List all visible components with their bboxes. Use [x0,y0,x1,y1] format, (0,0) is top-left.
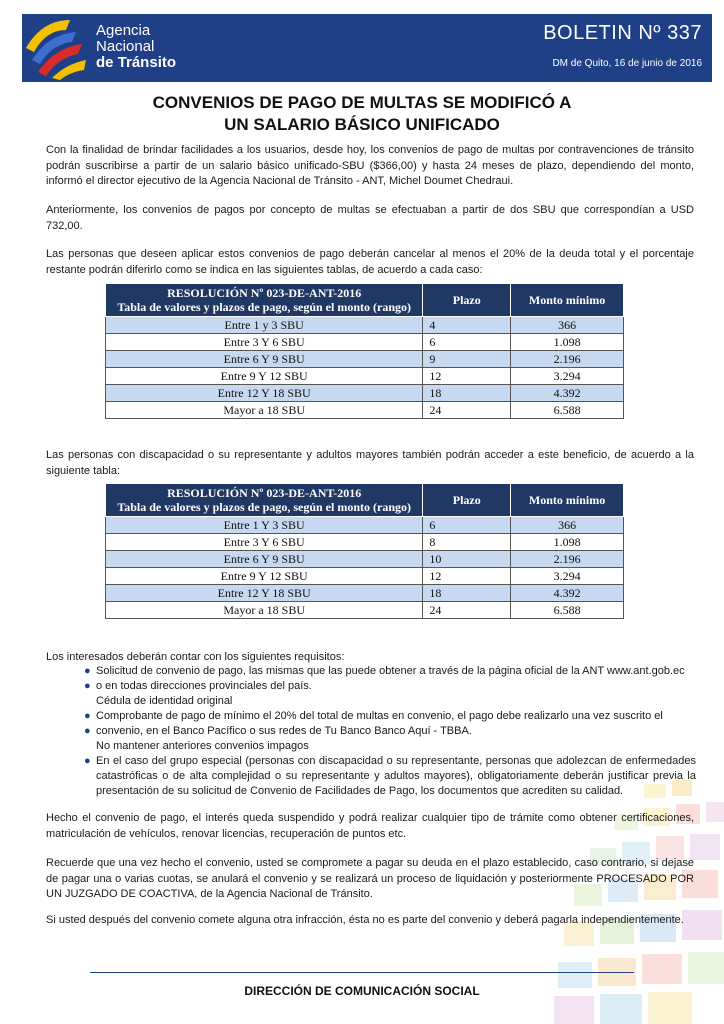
list-item [46,679,696,694]
cell-monto: 4.392 [511,385,624,402]
cell-plazo: 18 [423,385,511,402]
list-item-text: Comprobante de pago de mínimo el 20% del total de multas en convenio, el pago debe realizarlo una vez suscrito el [96,710,663,722]
cell-plazo: 10 [423,551,511,568]
paragraph-other-infractions: Si usted después del convenio comete alguna otra infracción, ésta no es parte del convenio y deberá pagarla independientemente. [46,914,684,926]
table-row [106,551,624,568]
list-item-text: No mantener anteriores convenios impagos [96,740,309,752]
table-header-plazo: Plazo [423,484,511,517]
table-row [106,602,624,619]
footer-divider [90,972,634,973]
table-header-monto: Monto mínimo [511,484,624,517]
list-item [46,754,696,799]
list-item [46,709,696,724]
cell-range: Entre 6 Y 9 SBU [106,551,423,568]
table-special-group [105,483,624,619]
cell-monto: 1.098 [511,334,624,351]
paragraph-intro: Con la finalidad de brindar facilidades a los usuarios, desde hoy, los convenios de pago de multas por contravenciones de tránsito podrán suscribirse a partir de un salario básico unificado-SBU ($366,00) y hasta 24 meses de plazo, dependiendo del monto, informó el director ejecutivo de la Agencia Nacional de Tránsito - ANT, Michel Doumet Chedraui. [46,144,694,187]
cell-range: Entre 6 Y 9 SBU [106,351,423,368]
cell-monto: 2.196 [511,351,624,368]
cell-plazo: 6 [423,517,511,534]
bullet-icon: ● [84,725,91,737]
header-resolution: RESOLUCIÓN Nº 023-DE-ANT-2016 [167,286,362,300]
paragraph-requirements-intro: Los interesados deberán contar con los siguientes requisitos: [46,651,345,663]
table-row [106,368,624,385]
cell-monto: 1.098 [511,534,624,551]
cell-plazo: 4 [423,317,511,334]
table-header-range [106,284,423,317]
cell-monto: 4.392 [511,585,624,602]
header-resolution: RESOLUCIÓN Nº 023-DE-ANT-2016 [167,486,362,500]
bullet-icon: ● [84,755,91,767]
logo-line-3: de Tránsito [96,54,177,71]
cell-monto: 6.588 [511,602,624,619]
requirements-list [46,664,696,799]
list-item [46,694,696,709]
paragraph-commitment: Recuerde que una vez hecho el convenio, usted se compromete a pagar su deuda en el plazo establecido, caso contrario, si dejase de pagar una o varias cuotas, se anulará el convenio y se realizará un proceso de liquidación y posteriormente PROCESADO POR UN JUZGADO DE COACTIVA, de la Agencia Nacional de Tránsito. [46,857,694,900]
table-row [106,385,624,402]
table-row [106,334,624,351]
cell-range: Entre 1 Y 3 SBU [106,517,423,534]
list-item-text: Cédula de identidad original [96,695,233,707]
cell-plazo: 24 [423,602,511,619]
table-header-row [106,284,624,317]
logo-line-1: Agencia [96,22,151,39]
list-item-text: o en todas direcciones provinciales del país. [96,680,312,692]
cell-monto: 3.294 [511,368,624,385]
paragraph-interest: Hecho el convenio de pago, el interés queda suspendido y podrá realizar cualquier tipo de trámite como obtener certificaciones, matriculación de vehículos, renovar licencias, recuperación de puntos etc. [46,812,694,840]
cell-range: Entre 3 Y 6 SBU [106,334,423,351]
title-line-1: CONVENIOS DE PAGO DE MULTAS SE MODIFICÓ A [152,93,572,112]
logo-line-2: Nacional [96,38,155,55]
paragraph-previous: Anteriormente, los convenios de pagos por concepto de multas se efectuaban a partir de dos SBU que correspondían a USD 732,00. [46,204,694,232]
cell-range: Entre 3 Y 6 SBU [106,534,423,551]
cell-monto: 366 [511,517,624,534]
cell-plazo: 8 [423,534,511,551]
bullet-icon: ● [84,665,91,677]
table-row [106,351,624,368]
table-row [106,568,624,585]
table-row [106,534,624,551]
cell-range: Entre 1 y 3 SBU [106,317,423,334]
footer-department: DIRECCIÓN DE COMUNICACIÓN SOCIAL [244,984,480,998]
cell-monto: 3.294 [511,568,624,585]
table-header-monto: Monto mínimo [511,284,624,317]
bulletin-number: BOLETIN Nº 337 [543,22,702,44]
cell-range: Entre 9 Y 12 SBU [106,368,423,385]
cell-range: Entre 12 Y 18 SBU [106,585,423,602]
table-row [106,317,624,334]
table-header-range [106,484,423,517]
cell-range: Mayor a 18 SBU [106,602,423,619]
table-header-plazo: Plazo [423,284,511,317]
list-item [46,739,696,754]
bullet-icon: ● [84,680,91,692]
cell-range: Entre 9 Y 12 SBU [106,568,423,585]
cell-plazo: 24 [423,402,511,419]
cell-plazo: 12 [423,368,511,385]
list-item [46,664,696,679]
table-general [105,283,624,419]
cell-plazo: 9 [423,351,511,368]
list-item-text: convenio, en el Banco Pacífico o sus redes de Tu Banco Banco Aquí - TBBA. [96,725,472,737]
agency-logo-icon [22,14,90,82]
page-title [60,92,664,136]
cell-plazo: 18 [423,585,511,602]
paragraph-disability: Las personas con discapacidad o su representante y adultos mayores también podrán acceder a este beneficio, de acuerdo a la siguiente tabla: [46,449,694,477]
cell-plazo: 12 [423,568,511,585]
bulletin-date: DM de Quito, 16 de junio de 2016 [552,58,702,69]
table-row [106,585,624,602]
cell-plazo: 6 [423,334,511,351]
header-description: Tabla de valores y plazos de pago, según el monto (rango) [117,500,412,514]
paragraph-conditions: Las personas que deseen aplicar estos convenios de pago deberán cancelar al menos el 20% de la deuda total y el porcentaje restante podrán diferirlo como se indica en las siguientes tablas, de acuerdo a cada caso: [46,248,694,276]
cell-range: Mayor a 18 SBU [106,402,423,419]
table-row [106,402,624,419]
cell-monto: 366 [511,317,624,334]
header-description: Tabla de valores y plazos de pago, según el monto (rango) [117,300,412,314]
header-bar [22,14,712,82]
list-item-text: En el caso del grupo especial (personas con discapacidad o su representante, personas que adolezcan de enfermedades catastróficas o de alta complejidad o su representante y adultos mayores), obligatoriamente deberán justificar previa la presentación de su solicitud de Convenio de Facilidades de Pago, los documentos que acrediten su calidad. [96,755,696,797]
table-row [106,517,624,534]
agency-name [96,23,176,71]
list-item-text: Solicitud de convenio de pago, las mismas que las puede obtener a través de la página oficial de la ANT www.ant.gob.ec [96,665,685,677]
cell-monto: 6.588 [511,402,624,419]
cell-monto: 2.196 [511,551,624,568]
table-header-row [106,484,624,517]
list-item [46,724,696,739]
bullet-icon: ● [84,710,91,722]
title-line-2: UN SALARIO BÁSICO UNIFICADO [224,115,500,134]
cell-range: Entre 12 Y 18 SBU [106,385,423,402]
